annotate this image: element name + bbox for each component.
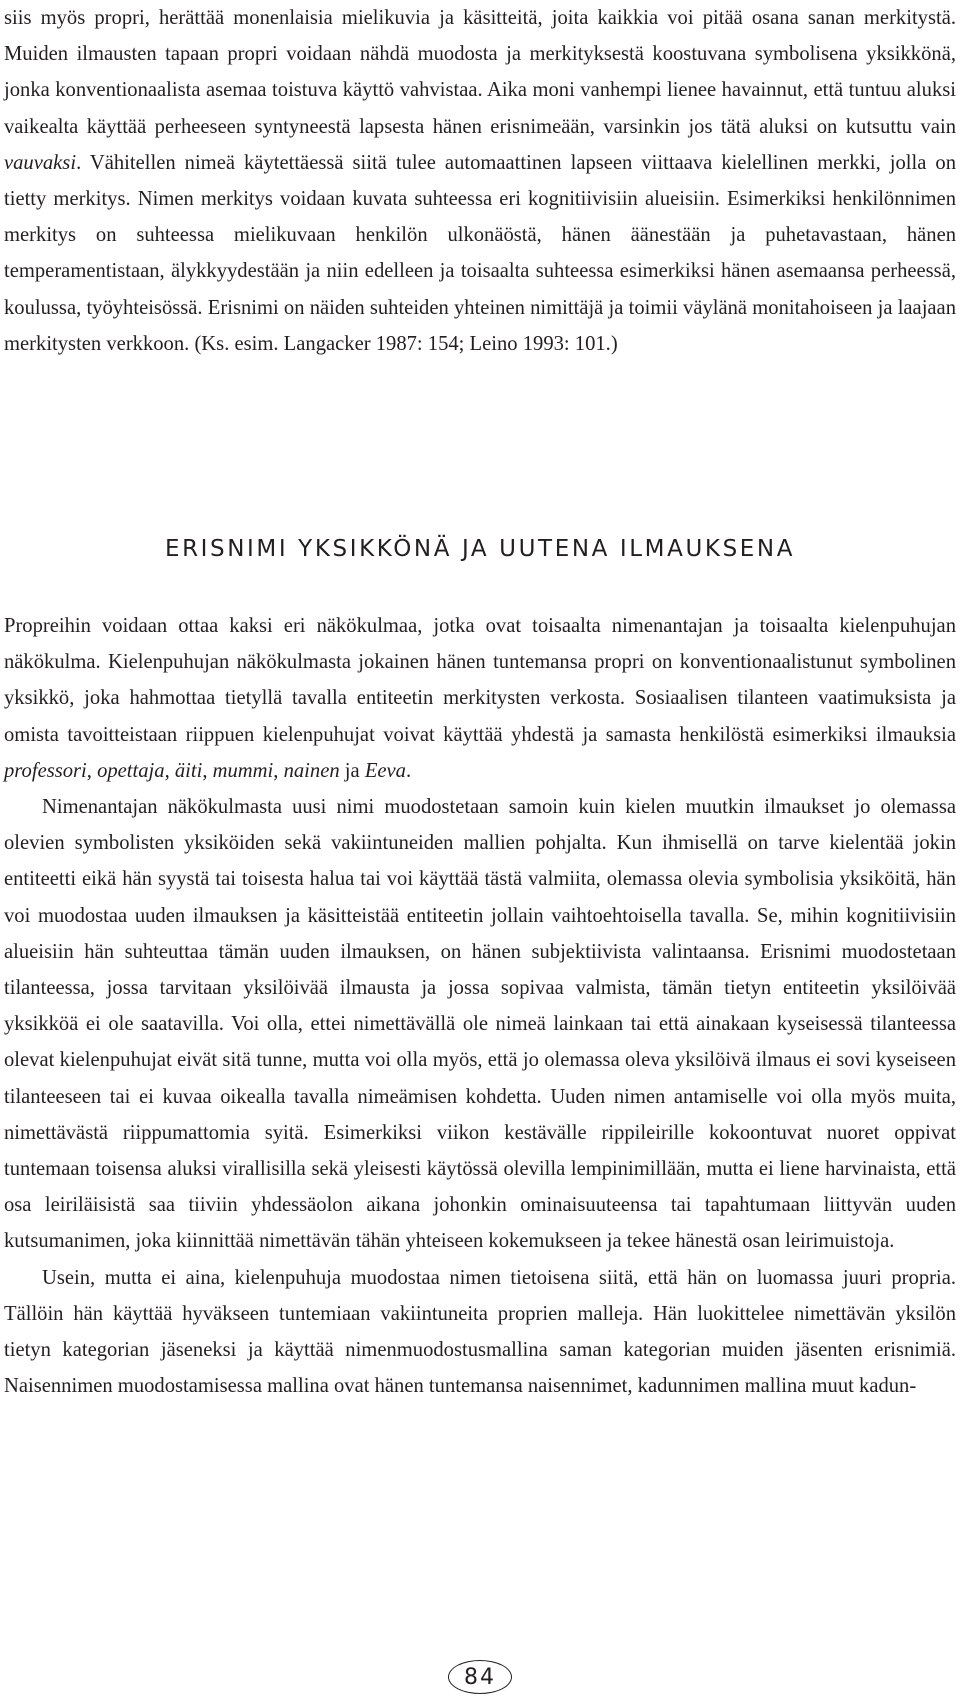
body-paragraph-2 [4, 608, 956, 789]
paragraph-1-text: siis myös propri, herättää monenlaisia mielikuvia ja käsitteitä, joita kaikkia voi pitää osana sanan merkitystä. Muiden ilmausten tapaan propri voidaan nähdä muodosta ja merkityksestä koostuvana symbolisena yksikkönä, jonka konventionaalista asemaa toistuva käyttö vahvistaa. Aika moni vanhempi lienee havainnut, että tuntuu aluksi vaikealta käyttää perheeseen syntyneestä lapsesta hänen erisnimeään, varsinkin jos tätä aluksi on kutsuttu vain [4, 7, 956, 138]
body-paragraph-3: Nimenantajan näkökulmasta uusi nimi muodostetaan samoin kuin kielen muutkin ilmaukset jo olemassa olevien symbolisten yksiköiden sekä vakiintuneiden mallien pohjalta. Kun ihmisellä on tarve kielentää jokin entiteetti eikä hän syystä tai toisesta halua tai voi käyttää tästä valmiita, olemassa olevia symbolisia yksiköitä, hän voi muodostaa uuden ilmauksen ja käsitteistää entiteetin jollain vaihtoehtoisella tavalla. Se, mihin kognitiivisiin alueisiin hän suhteuttaa tämän uuden ilmauksen, on hänen subjektiivista valintaansa. Erisnimi muodostetaan tilanteessa, jossa tarvitaan yksilöivää ilmausta ja jossa sopivaa valmista, tämän tietyn entiteetin yksilöivää yksikköä ei ole saatavilla. Voi olla, ettei nimettävällä ole nimeä lainkaan tai että ainakaan kyseisessä tilanteessa olevat kielenpuhujat eivät sitä tunne, mutta voi olla myös, että jo olemassa oleva yksilöivä ilmaus ei sovi kyseiseen tilanteeseen tai ei kuvaa oikealla tavalla nimeämisen kohdetta. Uuden nimen antamiselle voi olla myös muita, nimettävästä riippumattomia syitä. Esimerkiksi viikon kestävälle rippileirille kokoontuvat nuoret oppivat tuntemaan toisensa aluksi virallisilla sekä yleisesti käytössä olevilla lempinimillään, mutta ei liene harvinaista, että osa leiriläisistä saa tiiviin yhdessäolon aikana johonkin ominaisuuteensa tai tapahtumaan liittyvän uuden kutsumanimen, joka kiinnittää nimettävän tähän yhteiseen kokemukseen ja tekee hänestä osan leirimuistoja. [4, 796, 956, 1253]
separator: ja [339, 759, 365, 782]
body-paragraph-1 [4, 0, 956, 362]
body-paragraph-4: Usein, mutta ei aina, kielenpuhuja muodostaa nimen tietoisena siitä, että hän on luomassa juuri propria. Tällöin hän käyttää hyväkseen tuntemiaan vakiintuneita proprien malleja. Hän luokittelee nimettävän yksilön tietyn kategorian jäseneksi ja käyttää nimenmuodostusmallina saman kategorian muiden jäsenten erisnimiä. Naisennimen muodostamisessa mallina ovat hänen tuntemansa naisennimet, kadunnimen mallina muut kadun- [4, 1266, 956, 1398]
paragraph-1-text-continued: . Vähitellen nimeä käytettäessä siitä tulee automaattinen lapseen viittaava kielellinen merkki, jolla on tietty merkitys. Nimen merkitys voidaan kuvata suhteessa eri kognitiivisiin alueisiin. Esimerkiksi henkilönnimen merkitys on suhteessa mielikuvaan henkilön ulkonäöstä, hänen äänestään ja puhetavastaan, hänen temperamentistaan, älykkyydestään ja niin edelleen ja toisaalta suhteessa esimerkiksi hänen asemaansa perheessä, koulussa, työyhteisössä. Erisnimi on näiden suhteiden yhteinen nimittäjä ja toimii väylänä monitahoiseen ja laajaan merkitysten verkkoon. (Ks. esim. Langacker 1987: 154; Leino 1993: 101.) [4, 151, 956, 355]
page-number: 84 [464, 1664, 496, 1690]
example-term-2: opettaja [97, 759, 165, 782]
page-body [4, 0, 956, 362]
sentence-end: . [405, 759, 412, 782]
example-term-6: Eeva [364, 759, 406, 782]
paragraph-2-text: Propreihin voidaan ottaa kaksi eri näkökulmaa, jotka ovat toisaalta nimenantajan ja toisaalta kielenpuhujan näkökulma. Kielenpuhujan näkökulmasta jokainen hänen tuntemansa propri on konventionaalistunut symbolinen yksikkö, joka hahmottaa tietyllä tavalla entiteetin merkitysten verkosta. Sosiaalisen tilanteen vaatimuksista ja omista tavoitteistaan riippuen kielenpuhujat voivat käyttää yhdestä ja samasta henkilöstä esimerkiksi ilmauksia [4, 615, 956, 746]
separator: , [273, 759, 284, 782]
separator: , [86, 759, 98, 782]
section-heading: ERISNIMI YKSIKKÖNÄ JA UUTENA ILMAUKSENA [164, 536, 796, 562]
separator: , [202, 759, 213, 782]
page-number-badge [448, 1660, 512, 1694]
example-term-3: äiti [174, 759, 203, 782]
section-body [4, 608, 956, 1404]
example-term-5: nainen [283, 759, 340, 782]
separator: , [164, 759, 175, 782]
example-term-4: mummi [212, 759, 274, 782]
example-term-1: professori [4, 759, 87, 782]
paragraph-1-italic-term: vauvaksi [4, 151, 77, 174]
